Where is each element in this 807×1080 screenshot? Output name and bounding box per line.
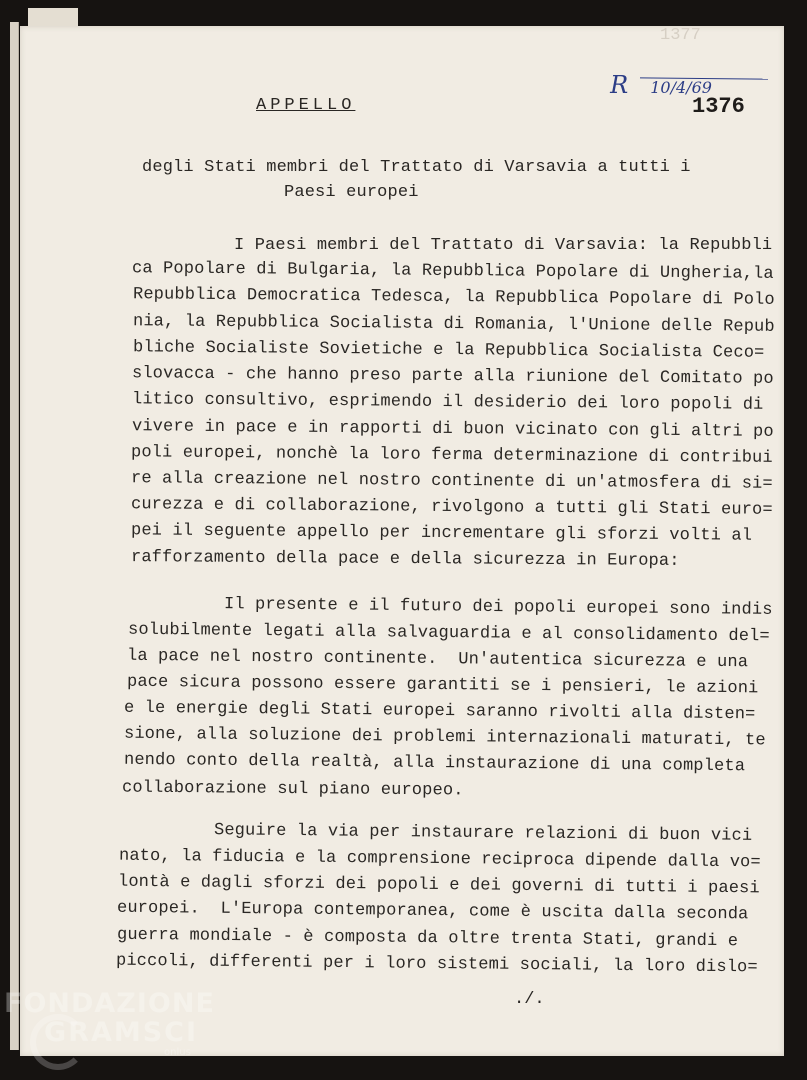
subtitle-line-2: Paesi europei <box>284 183 419 202</box>
body-line: la pace nel nostro continente. Un'autentica sicurezza e una <box>126 646 749 673</box>
document-title: APPELLO <box>256 96 356 115</box>
handwritten-date: 10/4/69 <box>650 78 712 97</box>
body-line: nato, la fiducia e la comprensione reciproca dipende dalla vo= <box>118 846 761 873</box>
stacked-page-tab <box>28 8 78 26</box>
body-line: curezza e di collaborazione, rivolgono a tutti gli Stati euro= <box>130 495 773 520</box>
subtitle-line-1: degli Stati membri del Trattato di Varsavia a tutti i <box>142 158 691 177</box>
body-line: Il presente e il futuro dei popoli europei sono indis <box>223 595 773 620</box>
watermark-line-2: GRAMSCI <box>44 1017 199 1048</box>
body-line: slovacca - che hanno preso parte alla riunione del Comitato po <box>131 364 774 389</box>
body-line: Repubblica Democratica Tedesca, la Repubblica Popolare di Polo <box>132 285 775 310</box>
watermark-logo <box>4 990 215 1058</box>
body-line: I Paesi membri del Trattato di Varsavia: la Repubbli <box>234 236 773 255</box>
body-line: ca Popolare di Bulgaria, la Repubblica Popolare di Ungheria,la <box>131 259 774 284</box>
body-line: piccoli, differenti per i loro sistemi sociali, la loro dislo= <box>115 951 758 978</box>
body-line: litico consultivo, esprimendo il desiderio dei loro popoli di <box>131 390 764 415</box>
stacked-page-edge <box>10 22 19 1050</box>
handwritten-letter: R <box>610 71 629 99</box>
watermark-line-3: onlus <box>164 1047 191 1058</box>
body-line: pace sicura possono essere garantiti se i pensieri, le azioni <box>126 672 759 699</box>
document-number: 1376 <box>692 94 745 119</box>
body-line: nendo conto della realtà, alla instaurazione di una completa <box>123 750 746 777</box>
body-line: poli europei, nonchè la loro ferma determinazione di contribui <box>130 443 773 468</box>
body-line: collaborazione sul piano europeo. <box>121 778 464 801</box>
page-continuation-mark: ./. <box>514 990 545 1009</box>
body-line: re alla creazione nel nostro continente di un'atmosfera di si= <box>130 469 773 494</box>
handwritten-annotation <box>600 52 712 99</box>
body-line: solubilmente legati alla salvaguardia e al consolidamento del= <box>127 620 770 647</box>
body-line: bliche Socialiste Sovietiche e la Repubblica Socialista Ceco= <box>132 338 765 363</box>
body-line: nia, la Repubblica Socialista di Romania, l'Unione delle Repub <box>132 312 775 337</box>
body-line: Seguire la via per instaurare relazioni di buon vici <box>213 821 753 846</box>
body-line: europei. L'Europa contemporanea, come è uscita dalla seconda <box>116 898 749 925</box>
body-line: vivere in pace e in rapporti di buon vicinato con gli altri po <box>131 417 774 442</box>
body-line: rafforzamento della pace e della sicurezza in Europa: <box>130 548 680 571</box>
bleed-through-number: 1377 <box>660 26 701 45</box>
body-line: sione, alla soluzione dei problemi internazionali maturati, te <box>123 724 766 751</box>
watermark-line-1: FONDAZIONE <box>4 988 215 1019</box>
body-line: e le energie degli Stati europei saranno rivolti alla disten= <box>123 698 756 725</box>
body-line: guerra mondiale - è composta da oltre trenta Stati, grandi e <box>116 925 739 952</box>
body-line: lontà e dagli sforzi dei popoli e dei governi di tutti i paesi <box>117 872 760 899</box>
body-line: pei il seguente appello per incrementare gli sforzi volti al <box>130 521 753 546</box>
